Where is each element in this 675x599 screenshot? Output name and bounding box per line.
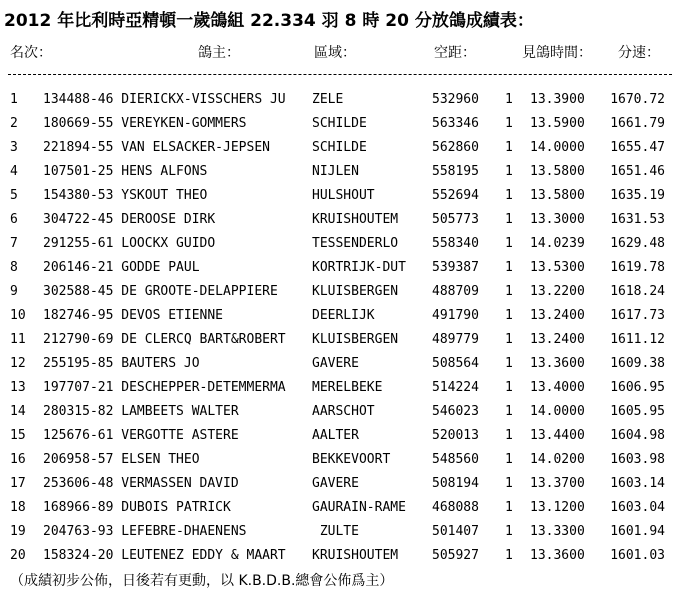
header-arrival-time: 見鴿時間： (522, 45, 592, 61)
result-ring-and-owner: 280315-82 LAMBEETS WALTER (43, 404, 239, 419)
result-ring-and-owner: 134488-46 DIERICKX-VISSCHERS JU (43, 92, 286, 107)
result-ring-and-owner: 180669-55 VEREYKEN-GOMMERS (43, 116, 247, 131)
footer-note: （成績初步公佈，日後若有更動，以 K.B.D.B.總會公佈爲主） (10, 573, 394, 589)
result-rank: 3 (10, 140, 18, 155)
result-region: ZELE (312, 92, 344, 107)
result-arrival-time: 13.2400 (530, 332, 585, 347)
result-count: 1 (505, 188, 513, 203)
result-arrival-time: 13.4400 (530, 428, 585, 443)
result-ring-and-owner: 107501-25 HENS ALFONS (43, 164, 208, 179)
result-arrival-time: 13.3000 (530, 212, 585, 227)
result-rank: 8 (10, 260, 18, 275)
header-owner: 鴿主： (198, 45, 240, 61)
result-rank: 10 (10, 308, 26, 323)
result-arrival-time: 13.5800 (530, 188, 585, 203)
result-row (0, 402, 675, 426)
result-distance: 505927 (432, 548, 479, 563)
result-rank: 1 (10, 92, 18, 107)
result-ring-and-owner: 304722-45 DEROOSE DIRK (43, 212, 216, 227)
result-distance: 562860 (432, 140, 479, 155)
result-ring-and-owner: 204763-93 LEFEBRE-DHAENENS (43, 524, 247, 539)
result-rank: 20 (10, 548, 26, 563)
result-row (0, 210, 675, 234)
result-region: KLUISBERGEN (312, 284, 399, 299)
result-ring-and-owner: 206146-21 GODDE PAUL (43, 260, 200, 275)
result-region: GAURAIN-RAME (312, 500, 406, 515)
result-row (0, 498, 675, 522)
result-row (0, 522, 675, 546)
result-row (0, 450, 675, 474)
result-row (0, 354, 675, 378)
result-ring-and-owner: 302588-45 DE GROOTE-DELAPPIERE (43, 284, 278, 299)
result-speed: 1617.73 (610, 308, 665, 323)
result-region: HULSHOUT (312, 188, 375, 203)
result-count: 1 (505, 332, 513, 347)
result-region: SCHILDE (312, 116, 367, 131)
result-arrival-time: 13.2200 (530, 284, 585, 299)
result-region: AARSCHOT (312, 404, 375, 419)
result-ring-and-owner: 182746-95 DEVOS ETIENNE (43, 308, 224, 323)
result-rank: 11 (10, 332, 26, 347)
result-speed: 1631.53 (610, 212, 665, 227)
result-ring-and-owner: 158324-20 LEUTENEZ EDDY & MAART (43, 548, 286, 563)
result-distance: 563346 (432, 116, 479, 131)
result-row (0, 90, 675, 114)
header-divider (8, 74, 672, 75)
result-rank: 18 (10, 500, 26, 515)
result-arrival-time: 13.1200 (530, 500, 585, 515)
result-speed: 1661.79 (610, 116, 665, 131)
result-distance: 558340 (432, 236, 479, 251)
result-arrival-time: 13.4000 (530, 380, 585, 395)
result-distance: 552694 (432, 188, 479, 203)
result-region: ZULTE (312, 524, 359, 539)
result-rank: 15 (10, 428, 26, 443)
result-arrival-time: 13.3700 (530, 476, 585, 491)
result-ring-and-owner: 154380-53 YSKOUT THEO (43, 188, 208, 203)
result-rank: 6 (10, 212, 18, 227)
result-row (0, 306, 675, 330)
result-speed: 1651.46 (610, 164, 665, 179)
result-ring-and-owner: 168966-89 DUBOIS PATRICK (43, 500, 231, 515)
result-row (0, 426, 675, 450)
result-distance: 489779 (432, 332, 479, 347)
result-region: KRUISHOUTEM (312, 212, 399, 227)
result-count: 1 (505, 116, 513, 131)
result-distance: 514224 (432, 380, 479, 395)
result-distance: 539387 (432, 260, 479, 275)
result-speed: 1611.12 (610, 332, 665, 347)
result-row (0, 378, 675, 402)
result-distance: 468088 (432, 500, 479, 515)
result-ring-and-owner: 253606-48 VERMASSEN DAVID (43, 476, 239, 491)
result-distance: 491790 (432, 308, 479, 323)
column-header-row (0, 42, 675, 62)
result-ring-and-owner: 212790-69 DE CLERCQ BART&ROBERT (43, 332, 286, 347)
result-count: 1 (505, 356, 513, 371)
result-count: 1 (505, 284, 513, 299)
result-ring-and-owner: 255195-85 BAUTERS JO (43, 356, 200, 371)
result-region: KRUISHOUTEM (312, 548, 399, 563)
result-count: 1 (505, 548, 513, 563)
result-count: 1 (505, 428, 513, 443)
result-count: 1 (505, 236, 513, 251)
result-arrival-time: 13.3600 (530, 548, 585, 563)
result-count: 1 (505, 380, 513, 395)
result-arrival-time: 13.5900 (530, 116, 585, 131)
result-ring-and-owner: 125676-61 VERGOTTE ASTERE (43, 428, 239, 443)
result-count: 1 (505, 92, 513, 107)
result-rank: 14 (10, 404, 26, 419)
result-arrival-time: 13.3300 (530, 524, 585, 539)
result-row (0, 282, 675, 306)
result-count: 1 (505, 164, 513, 179)
result-arrival-time: 14.0000 (530, 140, 585, 155)
result-rank: 2 (10, 116, 18, 131)
result-rank: 13 (10, 380, 26, 395)
result-speed: 1603.98 (610, 452, 665, 467)
header-region: 區域： (314, 45, 356, 61)
result-count: 1 (505, 476, 513, 491)
result-count: 1 (505, 140, 513, 155)
result-rank: 7 (10, 236, 18, 251)
result-distance: 548560 (432, 452, 479, 467)
result-arrival-time: 13.5800 (530, 164, 585, 179)
result-row (0, 234, 675, 258)
result-arrival-time: 14.0239 (530, 236, 585, 251)
result-row (0, 258, 675, 282)
result-speed: 1618.24 (610, 284, 665, 299)
result-row (0, 186, 675, 210)
result-speed: 1601.03 (610, 548, 665, 563)
result-rank: 9 (10, 284, 18, 299)
result-speed: 1603.04 (610, 500, 665, 515)
result-rank: 4 (10, 164, 18, 179)
result-arrival-time: 14.0000 (530, 404, 585, 419)
result-row (0, 138, 675, 162)
result-rank: 12 (10, 356, 26, 371)
result-arrival-time: 13.3900 (530, 92, 585, 107)
result-ring-and-owner: 221894-55 VAN ELSACKER-JEPSEN (43, 140, 270, 155)
result-speed: 1619.78 (610, 260, 665, 275)
result-arrival-time: 14.0200 (530, 452, 585, 467)
result-distance: 505773 (432, 212, 479, 227)
result-row (0, 546, 675, 570)
result-distance: 546023 (432, 404, 479, 419)
result-rank: 5 (10, 188, 18, 203)
result-row (0, 330, 675, 354)
header-distance: 空距： (434, 45, 476, 61)
result-ring-and-owner: 206958-57 ELSEN THEO (43, 452, 200, 467)
result-distance: 501407 (432, 524, 479, 539)
result-count: 1 (505, 452, 513, 467)
result-count: 1 (505, 524, 513, 539)
header-speed: 分速： (618, 45, 660, 61)
result-region: MERELBEKE (312, 380, 383, 395)
result-region: SCHILDE (312, 140, 367, 155)
result-arrival-time: 13.5300 (530, 260, 585, 275)
result-distance: 508564 (432, 356, 479, 371)
result-speed: 1606.95 (610, 380, 665, 395)
result-distance: 520013 (432, 428, 479, 443)
result-region: AALTER (312, 428, 359, 443)
result-speed: 1609.38 (610, 356, 665, 371)
result-count: 1 (505, 212, 513, 227)
result-count: 1 (505, 308, 513, 323)
result-ring-and-owner: 291255-61 LOOCKX GUIDO (43, 236, 216, 251)
result-row (0, 474, 675, 498)
result-arrival-time: 13.2400 (530, 308, 585, 323)
result-distance: 488709 (432, 284, 479, 299)
results-list (0, 90, 675, 570)
result-region: NIJLEN (312, 164, 359, 179)
result-count: 1 (505, 260, 513, 275)
result-region: BEKKEVOORT (312, 452, 391, 467)
result-rank: 19 (10, 524, 26, 539)
result-count: 1 (505, 500, 513, 515)
result-speed: 1605.95 (610, 404, 665, 419)
result-distance: 558195 (432, 164, 479, 179)
result-speed: 1601.94 (610, 524, 665, 539)
result-speed: 1655.47 (610, 140, 665, 155)
result-speed: 1670.72 (610, 92, 665, 107)
result-arrival-time: 13.3600 (530, 356, 585, 371)
result-distance: 508194 (432, 476, 479, 491)
result-speed: 1604.98 (610, 428, 665, 443)
result-region: TESSENDERLO (312, 236, 399, 251)
result-region: GAVERE (312, 476, 359, 491)
result-ring-and-owner: 197707-21 DESCHEPPER-DETEMMERMA (43, 380, 286, 395)
result-distance: 532960 (432, 92, 479, 107)
result-row (0, 162, 675, 186)
result-count: 1 (505, 404, 513, 419)
result-rank: 16 (10, 452, 26, 467)
result-region: DEERLIJK (312, 308, 375, 323)
result-rank: 17 (10, 476, 26, 491)
page-title: 2012 年比利時亞精頓一歲鴿組 22.334 羽 8 時 20 分放鴿成績表： (4, 11, 534, 31)
result-region: KORTRIJK-DUT (312, 260, 406, 275)
header-rank: 名次： (10, 45, 52, 61)
result-region: GAVERE (312, 356, 359, 371)
result-region: KLUISBERGEN (312, 332, 399, 347)
result-speed: 1603.14 (610, 476, 665, 491)
result-speed: 1629.48 (610, 236, 665, 251)
result-speed: 1635.19 (610, 188, 665, 203)
result-row (0, 114, 675, 138)
